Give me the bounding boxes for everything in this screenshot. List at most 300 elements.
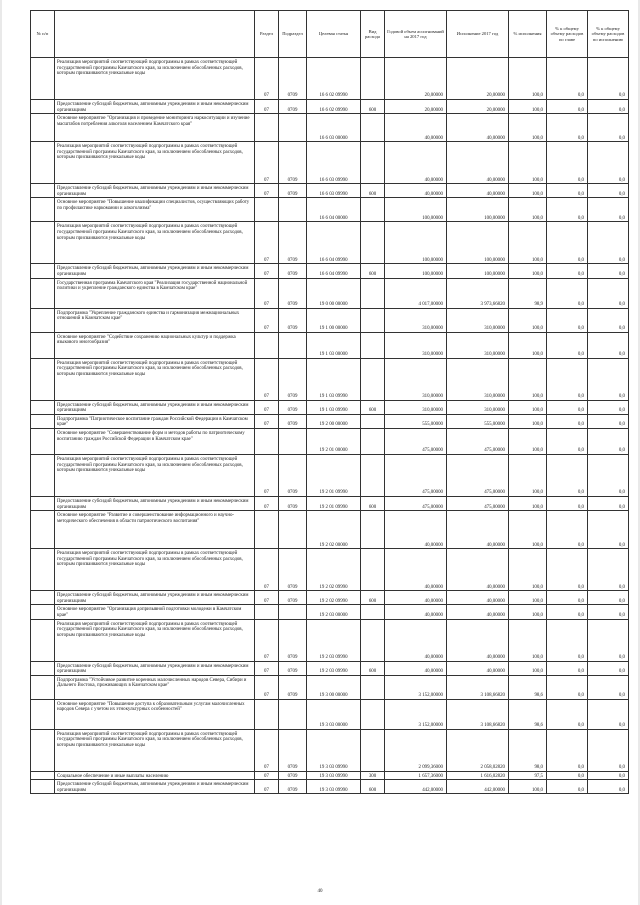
table-row [31,184,629,198]
row-razdel: 07 [255,619,279,661]
row-name: Предоставление субсидий бюджетным, автономным учреждениям и иным некоммерческим организациям [55,780,255,794]
row-share-total: 0,0 [588,58,629,100]
table-row [31,699,629,729]
row-fact: 442,00000 [447,780,509,794]
row-plan: 40,00000 [385,184,447,198]
row-share-total: 0,0 [588,675,629,699]
row-podrazdel [279,605,307,619]
row-podrazdel: 0709 [279,729,307,771]
header-plan: Годовой объем ассигнований на 2017 год [385,11,447,58]
row-podrazdel: 0709 [279,100,307,114]
row-share-total: 0,0 [588,454,629,496]
row-expense-type [361,358,385,400]
row-podrazdel: 0709 [279,142,307,184]
row-name: Основное мероприятие "Организация допризывной подготовки молодежи в Камчатском крае" [55,605,255,619]
row-share-group: 0,0 [547,142,588,184]
row-share-group: 0,0 [547,222,588,264]
row-plan: 310,00000 [385,332,447,358]
row-expense-type [361,729,385,771]
table-row [31,100,629,114]
row-percent: 98,0 [509,729,547,771]
row-target-article: 16 6 02 09990 [307,100,361,114]
row-plan: 40,00000 [385,142,447,184]
table-row [31,332,629,358]
row-target-article: 16 6 04 09990 [307,264,361,278]
row-podrazdel: 0709 [279,661,307,675]
row-expense-type [361,332,385,358]
row-share-group: 0,0 [547,332,588,358]
table-row [31,454,629,496]
row-percent: 100,0 [509,332,547,358]
row-share-group: 0,0 [547,661,588,675]
row-num [31,222,55,264]
row-expense-type [361,414,385,428]
row-podrazdel: 0709 [279,264,307,278]
row-share-group: 0,0 [547,780,588,794]
row-percent: 100,0 [509,780,547,794]
row-target-article: 19 1 03 09990 [307,358,361,400]
table-row [31,780,629,794]
header-target-article: Целевая статья [307,11,361,58]
row-share-group: 0,0 [547,428,588,454]
row-target-article: 19 2 02 00000 [307,511,361,549]
row-target-article: 16 6 03 09990 [307,184,361,198]
row-num [31,675,55,699]
row-target-article: 19 2 01 09990 [307,496,361,510]
row-target-article: 19 2 01 09990 [307,454,361,496]
row-expense-type: 600 [361,400,385,414]
row-podrazdel: 0709 [279,454,307,496]
row-razdel: 07 [255,358,279,400]
row-share-total: 0,0 [588,729,629,771]
table-row [31,549,629,591]
row-percent: 100,0 [509,619,547,661]
row-name: Предоставление субсидий бюджетным, автономным учреждениям и иным некоммерческим организациям [55,100,255,114]
row-num [31,332,55,358]
row-razdel [255,428,279,454]
row-fact: 310,00000 [447,308,509,332]
row-name: Основное мероприятие "Развитие и совершенствование информационного и научно-методического обеспечения в области патриотического воспитания" [55,511,255,549]
row-razdel [255,114,279,142]
row-percent: 100,0 [509,511,547,549]
row-num [31,454,55,496]
row-podrazdel [279,198,307,222]
table-row [31,222,629,264]
row-razdel: 07 [255,591,279,605]
row-share-group: 0,0 [547,308,588,332]
row-percent: 98,6 [509,675,547,699]
row-plan: 310,00000 [385,400,447,414]
row-num [31,661,55,675]
table-row [31,278,629,308]
row-fact: 40,00000 [447,142,509,184]
row-num [31,414,55,428]
row-percent: 100,0 [509,222,547,264]
row-percent: 100,0 [509,549,547,591]
row-percent: 100,0 [509,142,547,184]
row-target-article: 19 2 02 09990 [307,549,361,591]
row-podrazdel: 0709 [279,619,307,661]
row-share-total: 0,0 [588,511,629,549]
row-fact: 3 108,66820 [447,675,509,699]
header-podrazdel: Подраздел [279,11,307,58]
row-share-total: 0,0 [588,591,629,605]
page-number: 40 [317,889,323,894]
row-share-group: 0,0 [547,100,588,114]
row-share-total: 0,0 [588,496,629,510]
row-share-total: 0,0 [588,278,629,308]
table-row [31,142,629,184]
row-name: Реализация мероприятий соответствующей подпрограммы в рамках соответствующей государственной программы Камчатского края, за исключением обособленных расходов, которым присваиваются уникальные коды [55,58,255,100]
row-fact: 475,00000 [447,428,509,454]
row-razdel: 07 [255,496,279,510]
table-row [31,264,629,278]
row-podrazdel [279,699,307,729]
row-share-group: 0,0 [547,454,588,496]
row-target-article: 19 3 00 00000 [307,675,361,699]
row-razdel: 07 [255,278,279,308]
row-share-total: 0,0 [588,414,629,428]
row-share-total: 0,0 [588,264,629,278]
row-fact: 40,00000 [447,605,509,619]
row-plan: 40,00000 [385,605,447,619]
row-plan: 40,00000 [385,549,447,591]
row-target-article: 19 1 00 00000 [307,308,361,332]
row-podrazdel: 0709 [279,308,307,332]
row-plan: 20,00000 [385,58,447,100]
row-share-group: 0,0 [547,675,588,699]
table-body [31,58,629,794]
row-num [31,184,55,198]
row-target-article: 19 3 03 09990 [307,771,361,780]
row-expense-type [361,699,385,729]
header-fact: Исполнение 2017 год [447,11,509,58]
row-share-group: 0,0 [547,278,588,308]
row-fact: 2 058,02820 [447,729,509,771]
row-razdel: 07 [255,142,279,184]
row-razdel: 07 [255,58,279,100]
row-num [31,605,55,619]
row-percent: 100,0 [509,184,547,198]
row-percent: 100,0 [509,454,547,496]
row-percent: 100,0 [509,100,547,114]
row-name: Подпрограмма "Укрепление гражданского единства и гармонизация межнациональных отношений в Камчатском крае" [55,308,255,332]
row-plan: 3 152,00000 [385,675,447,699]
row-expense-type [361,549,385,591]
row-fact: 40,00000 [447,549,509,591]
row-share-group: 0,0 [547,114,588,142]
row-share-group: 0,0 [547,591,588,605]
row-share-total: 0,0 [588,332,629,358]
table-row [31,308,629,332]
row-fact: 100,00000 [447,264,509,278]
row-name: Предоставление субсидий бюджетным, автономным учреждениям и иным некоммерческим организациям [55,496,255,510]
row-podrazdel [279,428,307,454]
row-percent: 100,0 [509,198,547,222]
row-num [31,264,55,278]
row-percent: 100,0 [509,308,547,332]
row-expense-type [361,675,385,699]
row-share-total: 0,0 [588,184,629,198]
row-num [31,278,55,308]
row-num [31,58,55,100]
row-expense-type [361,278,385,308]
row-target-article: 19 2 00 00000 [307,414,361,428]
row-share-group: 0,0 [547,729,588,771]
row-percent: 100,0 [509,114,547,142]
row-expense-type [361,511,385,549]
table-row [31,605,629,619]
row-plan: 310,00000 [385,308,447,332]
row-share-total: 0,0 [588,308,629,332]
row-num [31,591,55,605]
page-edge-left [0,0,2,905]
row-percent: 100,0 [509,358,547,400]
row-name: Предоставление субсидий бюджетным, автономным учреждениям и иным некоммерческим организациям [55,264,255,278]
row-target-article: 19 0 00 00000 [307,278,361,308]
row-fact: 40,00000 [447,619,509,661]
row-share-total: 0,0 [588,222,629,264]
row-expense-type [361,58,385,100]
row-plan: 475,00000 [385,428,447,454]
row-razdel: 07 [255,549,279,591]
row-plan: 3 152,00000 [385,699,447,729]
table-row [31,358,629,400]
row-razdel: 07 [255,780,279,794]
table-row [31,496,629,510]
row-fact: 3 108,66820 [447,699,509,729]
table-row [31,400,629,414]
budget-table-sheet [30,10,628,794]
row-share-total: 0,0 [588,661,629,675]
row-podrazdel: 0709 [279,675,307,699]
row-razdel: 07 [255,771,279,780]
row-target-article: 16 6 02 09990 [307,58,361,100]
row-name: Основное мероприятие "Совершенствование форм и методов работы по патриотическому воспитанию граждан Российской Федерации в Камчатском крае" [55,428,255,454]
row-plan: 310,00000 [385,358,447,400]
row-target-article: 19 2 02 09990 [307,591,361,605]
row-expense-type [361,198,385,222]
row-name: Основное мероприятие "Содействие сохранению национальных культур и поддержка языкового многообразия" [55,332,255,358]
header-name [55,11,255,58]
row-percent: 98,6 [509,699,547,729]
row-num [31,496,55,510]
row-expense-type [361,454,385,496]
row-name: Реализация мероприятий соответствующей подпрограммы в рамках соответствующей государственной программы Камчатского края, за исключением обособленных расходов, которым присваиваются уникальные коды [55,729,255,771]
row-fact: 100,00000 [447,222,509,264]
row-razdel: 07 [255,400,279,414]
row-name: Предоставление субсидий бюджетным, автономным учреждениям и иным некоммерческим организациям [55,400,255,414]
row-share-total: 0,0 [588,400,629,414]
row-name: Подпрограмма "Патриотическое воспитание граждан Российской Федерации в Камчатском крае" [55,414,255,428]
row-share-total: 0,0 [588,358,629,400]
row-target-article: 19 2 03 00000 [307,605,361,619]
row-percent: 100,0 [509,400,547,414]
row-podrazdel [279,114,307,142]
header-razdel: Раздел [255,11,279,58]
row-expense-type [361,428,385,454]
row-name: Основное мероприятие "Организация и проведение мониторинга наркоситуации и изучение масштабов потребления алкоголя населением Камчатского края" [55,114,255,142]
row-percent: 100,0 [509,428,547,454]
row-share-group: 0,0 [547,198,588,222]
row-razdel: 07 [255,308,279,332]
row-podrazdel: 0709 [279,358,307,400]
table-row [31,591,629,605]
row-fact: 40,00000 [447,661,509,675]
row-podrazdel [279,332,307,358]
row-expense-type [361,222,385,264]
row-razdel: 07 [255,100,279,114]
table-row [31,198,629,222]
row-fact: 40,00000 [447,114,509,142]
row-podrazdel: 0709 [279,222,307,264]
row-plan: 475,00000 [385,496,447,510]
row-fact: 475,00000 [447,454,509,496]
row-target-article: 16 6 04 00000 [307,198,361,222]
row-expense-type: 600 [361,100,385,114]
row-share-group: 0,0 [547,414,588,428]
row-podrazdel: 0709 [279,780,307,794]
row-razdel: 07 [255,264,279,278]
row-num [31,100,55,114]
table-row [31,661,629,675]
row-percent: 100,0 [509,264,547,278]
row-fact: 100,00000 [447,198,509,222]
row-share-total: 0,0 [588,100,629,114]
row-target-article: 19 3 03 09990 [307,780,361,794]
row-fact: 40,00000 [447,184,509,198]
row-expense-type: 300 [361,771,385,780]
row-expense-type: 600 [361,661,385,675]
row-fact: 40,00000 [447,511,509,549]
row-num [31,619,55,661]
row-podrazdel: 0709 [279,591,307,605]
row-expense-type [361,605,385,619]
table-row [31,114,629,142]
row-plan: 40,00000 [385,511,447,549]
row-percent: 100,0 [509,591,547,605]
row-podrazdel: 0709 [279,771,307,780]
row-percent: 100,0 [509,58,547,100]
row-fact: 475,00000 [447,496,509,510]
row-name: Подпрограмма "Устойчивое развитие коренных малочисленных народов Севера, Сибири и Дальнего Востока, проживающих в Камчатском крае" [55,675,255,699]
row-fact: 310,00000 [447,358,509,400]
row-percent: 100,0 [509,496,547,510]
row-share-total: 0,0 [588,428,629,454]
row-share-group: 0,0 [547,358,588,400]
row-percent: 100,0 [509,605,547,619]
row-fact: 20,00000 [447,100,509,114]
row-razdel [255,332,279,358]
header-share-total: % к общему объему расходов по исполнению [588,11,629,58]
row-num [31,771,55,780]
row-fact: 310,00000 [447,332,509,358]
row-num [31,142,55,184]
row-razdel: 07 [255,222,279,264]
row-expense-type: 600 [361,264,385,278]
row-share-total: 0,0 [588,142,629,184]
row-fact: 1 616,02820 [447,771,509,780]
row-num [31,428,55,454]
row-share-group: 0,0 [547,771,588,780]
row-podrazdel: 0709 [279,278,307,308]
row-name: Основное мероприятие "Повышение доступа к образовательным услугам малочисленных народов Севера с учетом их этнокультурных особенностей" [55,699,255,729]
row-name: Реализация мероприятий соответствующей подпрограммы в рамках соответствующей государственной программы Камчатского края, за исключением обособленных расходов, которым присваиваются уникальные коды [55,549,255,591]
row-plan: 40,00000 [385,619,447,661]
row-plan: 100,00000 [385,222,447,264]
row-share-group: 0,0 [547,184,588,198]
row-razdel [255,699,279,729]
row-razdel [255,198,279,222]
row-share-total: 0,0 [588,605,629,619]
row-num [31,400,55,414]
row-num [31,308,55,332]
row-name: Основное мероприятие "Повышение квалификации специалистов, осуществляющих работу по профилактике наркомании и алкоголизма" [55,198,255,222]
row-share-group: 0,0 [547,496,588,510]
row-expense-type [361,308,385,332]
row-target-article: 16 6 03 09990 [307,142,361,184]
row-percent: 98,9 [509,278,547,308]
row-razdel: 07 [255,729,279,771]
row-podrazdel: 0709 [279,549,307,591]
row-name: Социальное обеспечение и иные выплаты населению [55,771,255,780]
row-target-article: 19 2 03 09990 [307,619,361,661]
row-fact: 310,00000 [447,400,509,414]
row-target-article: 16 6 03 00000 [307,114,361,142]
table-row [31,771,629,780]
row-plan: 100,00000 [385,198,447,222]
header-num: № п/п [31,11,55,58]
row-expense-type: 600 [361,184,385,198]
row-podrazdel [279,511,307,549]
row-share-group: 0,0 [547,619,588,661]
row-razdel [255,511,279,549]
row-num [31,511,55,549]
row-razdel: 07 [255,675,279,699]
table-row [31,729,629,771]
row-target-article: 19 2 03 09990 [307,661,361,675]
row-podrazdel: 0709 [279,58,307,100]
row-share-group: 0,0 [547,699,588,729]
table-row [31,414,629,428]
row-plan: 555,00000 [385,414,447,428]
row-percent: 97,5 [509,771,547,780]
row-num [31,114,55,142]
row-podrazdel: 0709 [279,184,307,198]
row-target-article: 19 3 03 09990 [307,729,361,771]
row-plan: 100,00000 [385,264,447,278]
row-share-group: 0,0 [547,58,588,100]
header-percent: % исполнения [509,11,547,58]
row-razdel [255,605,279,619]
row-target-article: 19 1 03 09990 [307,400,361,414]
row-name: Предоставление субсидий бюджетным, автономным учреждениям и иным некоммерческим организациям [55,184,255,198]
row-name: Государственная программа Камчатского края "Реализация государственной национальной политики и укрепление гражданского единства в Камчатском крае" [55,278,255,308]
row-name: Реализация мероприятий соответствующей подпрограммы в рамках соответствующей государственной программы Камчатского края, за исключением обособленных расходов, которым присваиваются уникальные коды [55,142,255,184]
row-share-total: 0,0 [588,549,629,591]
row-fact: 20,00000 [447,58,509,100]
row-share-total: 0,0 [588,114,629,142]
row-target-article: 16 6 04 09990 [307,222,361,264]
row-name: Реализация мероприятий соответствующей подпрограммы в рамках соответствующей государственной программы Камчатского края, за исключением обособленных расходов, которым присваиваются уникальные коды [55,358,255,400]
row-share-total: 0,0 [588,198,629,222]
row-podrazdel: 0709 [279,496,307,510]
budget-table [30,10,629,794]
row-num [31,699,55,729]
row-num [31,549,55,591]
row-plan: 4 017,00000 [385,278,447,308]
row-num [31,358,55,400]
